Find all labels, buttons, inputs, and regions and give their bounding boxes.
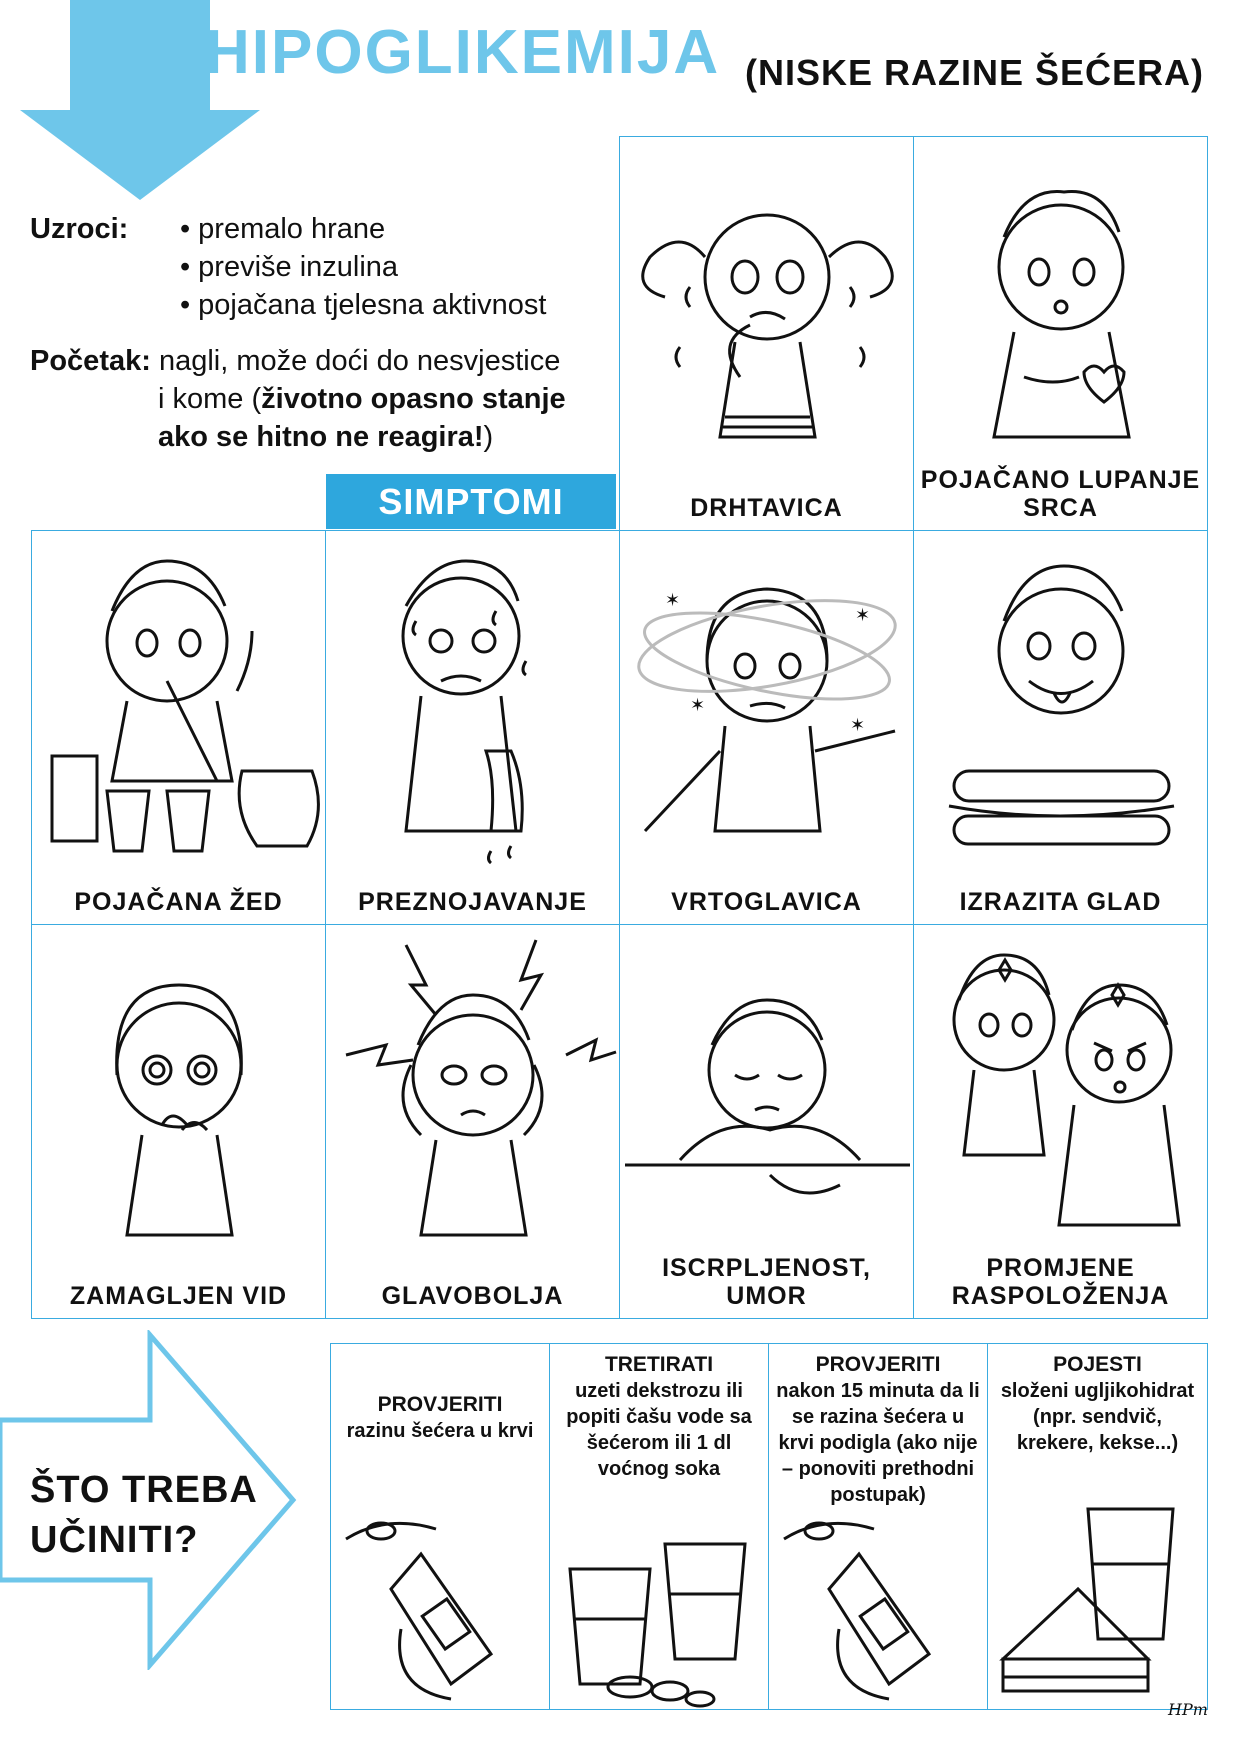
symptom-cell-headache — [325, 924, 620, 1319]
symptom-label: ZAMAGLJEN VID — [69, 1282, 288, 1310]
cause-item: • previše inzulina — [180, 248, 546, 286]
blurred-vision-girl-icon — [32, 925, 327, 1255]
page-title: HIPOGLIKEMIJA — [205, 18, 721, 87]
step-heading: PROVJERITI — [815, 1353, 941, 1376]
glucometer-icon — [331, 1489, 551, 1709]
glasses-and-dextrose-icon — [550, 1509, 770, 1709]
svg-text:✶: ✶ — [850, 715, 866, 735]
causes-list — [180, 210, 546, 324]
symptom-cell-mood-changes — [913, 924, 1208, 1319]
step-heading: PROVJERITI — [377, 1393, 503, 1416]
step-text: razinu šećera u krvi — [346, 1420, 534, 1442]
symptom-cell-heartbeat — [913, 136, 1208, 531]
causes-label: Uzroci: — [30, 213, 129, 245]
onset-line3-bold: ako se hitno ne reagira! — [158, 421, 484, 453]
symptom-cell-dizziness — [619, 530, 914, 925]
symptom-label: VRTOGLAVICA — [671, 888, 862, 916]
onset-line1: nagli, može doći do nesvjestice — [158, 345, 561, 377]
symptom-label: IZRAZITA GLAD — [959, 888, 1162, 916]
step-check-sugar — [330, 1343, 550, 1710]
thirsty-boy-icon — [32, 531, 327, 871]
svg-text:✶: ✶ — [855, 605, 871, 625]
step-text: složeni ugljikohidrat (npr. sendvič, krekere, kekse...) — [1000, 1380, 1195, 1454]
sandwich-and-glass-icon — [988, 1469, 1209, 1709]
symptom-cell-blurred-vision — [31, 924, 326, 1319]
signature: HPm — [1168, 1700, 1208, 1719]
onset-line2-plain: i kome ( — [158, 383, 262, 415]
onset-block — [30, 342, 600, 456]
onset-line3-plain: ) — [483, 421, 494, 453]
heartbeat-boy-icon — [914, 137, 1209, 467]
symptom-cell-exhaustion — [619, 924, 914, 1319]
glucometer-icon — [769, 1509, 989, 1709]
sweating-boy-icon — [326, 531, 621, 871]
step-treat — [549, 1343, 769, 1710]
hungry-boy-icon — [914, 531, 1209, 871]
symptom-cell-hunger — [913, 530, 1208, 925]
svg-text:✶: ✶ — [690, 695, 706, 715]
step-heading: TRETIRATI — [604, 1353, 714, 1376]
symptom-label: DRHTAVICA — [690, 494, 843, 522]
onset-line2-bold: životno opasno stanje — [261, 383, 566, 415]
dizzy-girl-icon — [620, 531, 915, 871]
symptom-label: GLAVOBOLJA — [381, 1282, 564, 1310]
symptom-label: POJAČANA ŽED — [74, 888, 283, 916]
svg-text:✶: ✶ — [665, 590, 681, 610]
what-to-do-heading: ŠTO TREBA UČINITI? — [30, 1469, 257, 1561]
step-heading: POJESTI — [1053, 1353, 1142, 1376]
tired-boy-icon — [620, 925, 915, 1225]
symptom-label: PREZNOJAVANJE — [358, 888, 587, 916]
symptom-label: ISCRPLJENOST, UMOR — [662, 1254, 871, 1310]
symptoms-banner: SIMPTOMI — [326, 474, 616, 529]
mood-changes-children-icon — [914, 925, 1209, 1255]
symptom-cell-shaking — [619, 136, 914, 531]
onset-label: Početak: — [30, 345, 151, 377]
headache-boy-icon — [326, 925, 621, 1255]
shaking-girl-icon — [620, 137, 915, 467]
step-text: uzeti dekstrozu ili popiti čašu vode sa šećerom ili 1 dl voćnog soka — [566, 1380, 752, 1480]
cause-item: • premalo hrane — [180, 210, 546, 248]
page-subtitle: (NISKE RAZINE ŠEĆERA) — [745, 52, 1205, 93]
symptom-label: PROMJENE RASPOLOŽENJA — [951, 1254, 1170, 1310]
step-recheck — [768, 1343, 988, 1710]
step-eat — [987, 1343, 1208, 1710]
symptom-label: POJAČANO LUPANJE SRCA — [920, 466, 1201, 522]
symptom-cell-sweating — [325, 530, 620, 925]
step-text: nakon 15 minuta da li se razina šećera u krvi podigla (ako nije – ponoviti prethodni postupak) — [776, 1380, 980, 1506]
cause-item: • pojačana tjelesna aktivnost — [180, 286, 546, 324]
symptom-cell-thirst — [31, 530, 326, 925]
